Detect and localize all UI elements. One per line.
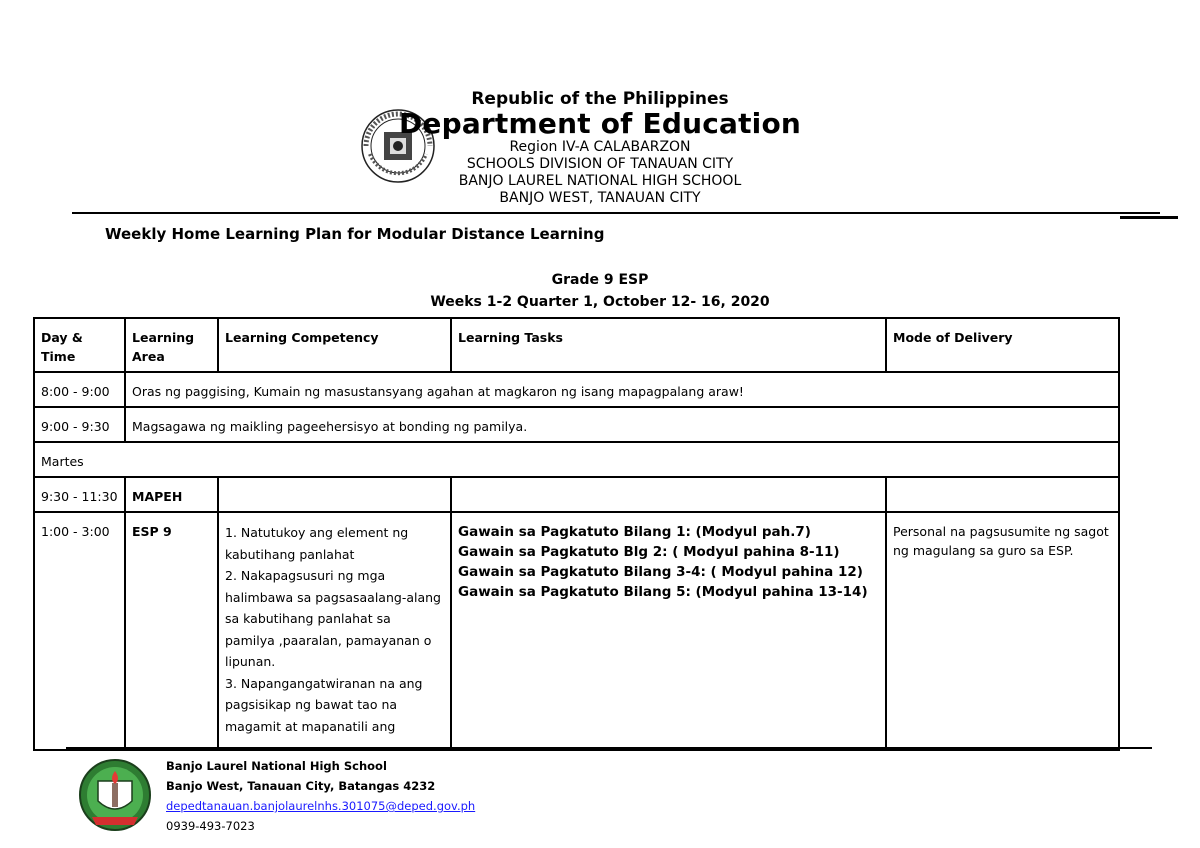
school-logo-icon <box>78 757 152 833</box>
table-row <box>34 477 1119 512</box>
grade-title: Grade 9 ESP <box>551 272 649 288</box>
address-label: BANJO WEST, TANAUAN CITY <box>499 190 701 206</box>
footer-divider <box>66 747 1152 749</box>
competency-line: magamit at mapanatili ang <box>225 718 396 734</box>
task-item: Gawain sa Pagkatuto Bilang 1: (Modyul pah.7) <box>458 524 811 540</box>
competency-line: sa kabutihang panlahat sa <box>225 611 391 626</box>
footer-school-name: Banjo Laurel National High School <box>166 759 387 773</box>
task-item: Gawain sa Pagkatuto Bilang 3-4: ( Modyul pahina 12) <box>458 564 863 580</box>
header-competency: Learning Competency <box>218 318 451 372</box>
footer-phone: 0939-493-7023 <box>166 819 255 833</box>
row-learning-area: ESP 9 <box>125 512 218 750</box>
footer-address: Banjo West, Tanauan City, Batangas 4232 <box>166 779 436 793</box>
competency-line: 2. Nakapagsusuri ng mga <box>225 568 386 583</box>
row-mode <box>886 477 1119 512</box>
row-activity: Magsagawa ng maikling pageehersisyo at bonding ng pamilya. <box>125 407 1119 442</box>
row-tasks <box>451 477 886 512</box>
row-competency <box>218 512 451 750</box>
plan-title: Weekly Home Learning Plan for Modular Distance Learning <box>105 225 605 243</box>
row-learning-area: MAPEH <box>125 477 218 512</box>
header-learning-area: Learning Area <box>125 318 218 372</box>
row-tasks <box>451 512 886 750</box>
competency-line: halimbawa sa pagsasaalang-alang <box>225 589 441 605</box>
table-row <box>34 407 1119 442</box>
school-label: BANJO LAUREL NATIONAL HIGH SCHOOL <box>458 173 742 189</box>
table-row <box>34 512 1119 750</box>
row-activity: Oras ng paggising, Kumain ng masustansyang agahan at magkaron ng isang mapagpalang araw! <box>125 372 1119 407</box>
table-header-row <box>34 318 1119 372</box>
header-mode: Mode of Delivery <box>886 318 1119 372</box>
competency-line: pagsisikap ng bawat tao na <box>225 697 398 712</box>
competency-line: 1. Natutukoy ang element ng <box>225 525 409 540</box>
day-label: Martes <box>34 442 1119 477</box>
republic-label: Republic of the Philippines <box>471 89 729 109</box>
header-divider <box>72 212 1160 214</box>
row-time: 1:00 - 3:00 <box>34 512 125 750</box>
division-label: SCHOOLS DIVISION OF TANAUAN CITY <box>466 156 734 172</box>
table-row-day <box>34 442 1119 477</box>
task-item: Gawain sa Pagkatuto Blg 2: ( Modyul pahina 8-11) <box>458 544 840 560</box>
competency-line: pamilya ,paaralan, pamayanan o <box>225 632 432 648</box>
footer-email-link[interactable]: depedtanauan.banjolaurelnhs.301075@deped.gov.ph <box>166 799 476 813</box>
competency-line: lipunan. <box>225 654 276 669</box>
row-time: 9:30 - 11:30 <box>34 477 125 512</box>
weeks-title: Weeks 1-2 Quarter 1, October 12- 16, 2020 <box>430 294 770 310</box>
header-tasks: Learning Tasks <box>451 318 886 372</box>
task-item: Gawain sa Pagkatuto Bilang 5: (Modyul pahina 13-14) <box>458 584 868 600</box>
header-divider-accent <box>1120 216 1178 219</box>
row-mode: Personal na pagsusumite ng sagot ng magulang sa guro sa ESP. <box>886 512 1119 750</box>
row-time: 9:00 - 9:30 <box>34 407 125 442</box>
competency-line: kabutihang panlahat <box>225 546 355 562</box>
department-title: Department of Education <box>398 107 802 140</box>
row-time: 8:00 - 9:00 <box>34 372 125 407</box>
region-label: Region IV-A CALABARZON <box>509 139 691 155</box>
competency-line: 3. Napangangatwiranan na ang <box>225 675 423 691</box>
row-competency <box>218 477 451 512</box>
learning-plan-table <box>33 317 1120 751</box>
table-row <box>34 372 1119 407</box>
header-day-time: Day & Time <box>34 318 125 372</box>
